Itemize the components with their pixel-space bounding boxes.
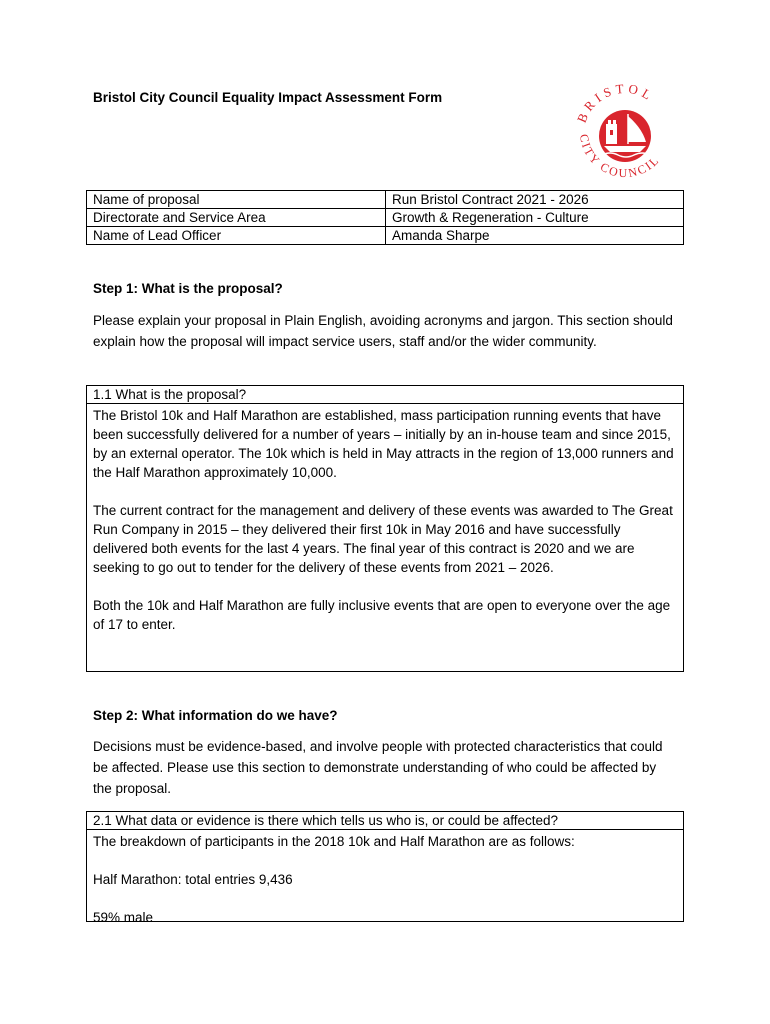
proposal-info-table (86, 190, 684, 245)
evidence-box-body (87, 830, 683, 927)
step1-heading: Step 1: What is the proposal? (93, 281, 283, 296)
evidence-box-title: 2.1 What data or evidence is there which tells us who is, or could be affected? (87, 812, 683, 830)
info-value: Growth & Regeneration - Culture (386, 209, 684, 227)
paragraph: The Bristol 10k and Half Marathon are established, mass participation running events that have been successfully delivered for a number of years – initially by an in-house team and since 2015, by an external operator. The 10k which is held in May attracts in the region of 13,000 runners and the Half Marathon approximately 10,000. (93, 408, 674, 480)
paragraph: Both the 10k and Half Marathon are fully inclusive events that are open to everyone over the age of 17 to enter. (93, 598, 671, 632)
table-row (87, 191, 684, 209)
table-row (87, 209, 684, 227)
paragraph: The breakdown of participants in the 2018 10k and Half Marathon are as follows: (93, 834, 575, 849)
info-label: Name of proposal (87, 191, 386, 209)
proposal-box-title: 1.1 What is the proposal? (87, 386, 683, 404)
paragraph: Half Marathon: total entries 9,436 (93, 872, 293, 887)
proposal-box-body (87, 404, 683, 634)
info-value: Run Bristol Contract 2021 - 2026 (386, 191, 684, 209)
bristol-city-council-crest-icon (570, 82, 680, 190)
step1-intro: Please explain your proposal in Plain English, avoiding acronyms and jargon. This section should explain how the proposal will impact service users, staff and/or the wider community. (93, 313, 673, 349)
info-value: Amanda Sharpe (386, 227, 684, 245)
paragraph: 59% male (93, 910, 154, 925)
step2-intro: Decisions must be evidence-based, and involve people with protected characteristics that could be affected. Please use this section to demonstrate understanding of who could be affected by the proposal. (93, 739, 663, 796)
table-row (87, 227, 684, 245)
info-label: Name of Lead Officer (87, 227, 386, 245)
logo-text-bottom: CITY COUNCIL (576, 132, 663, 181)
proposal-box (86, 385, 684, 672)
info-label: Directorate and Service Area (87, 209, 386, 227)
step2-heading: Step 2: What information do we have? (93, 708, 338, 723)
page-title: Bristol City Council Equality Impact Assessment Form (93, 90, 443, 105)
evidence-box (86, 811, 684, 925)
logo-text-top: BRISTOL (573, 82, 658, 125)
paragraph: The current contract for the management and delivery of these events was awarded to The Great Run Company in 2015 – they delivered their first 10k in May 2016 and have successfully delivered both events for the last 4 years. The final year of this contract is 2020 and we are seeking to go out to tender for the delivery of these events from 2021 – 2026. (93, 503, 673, 575)
